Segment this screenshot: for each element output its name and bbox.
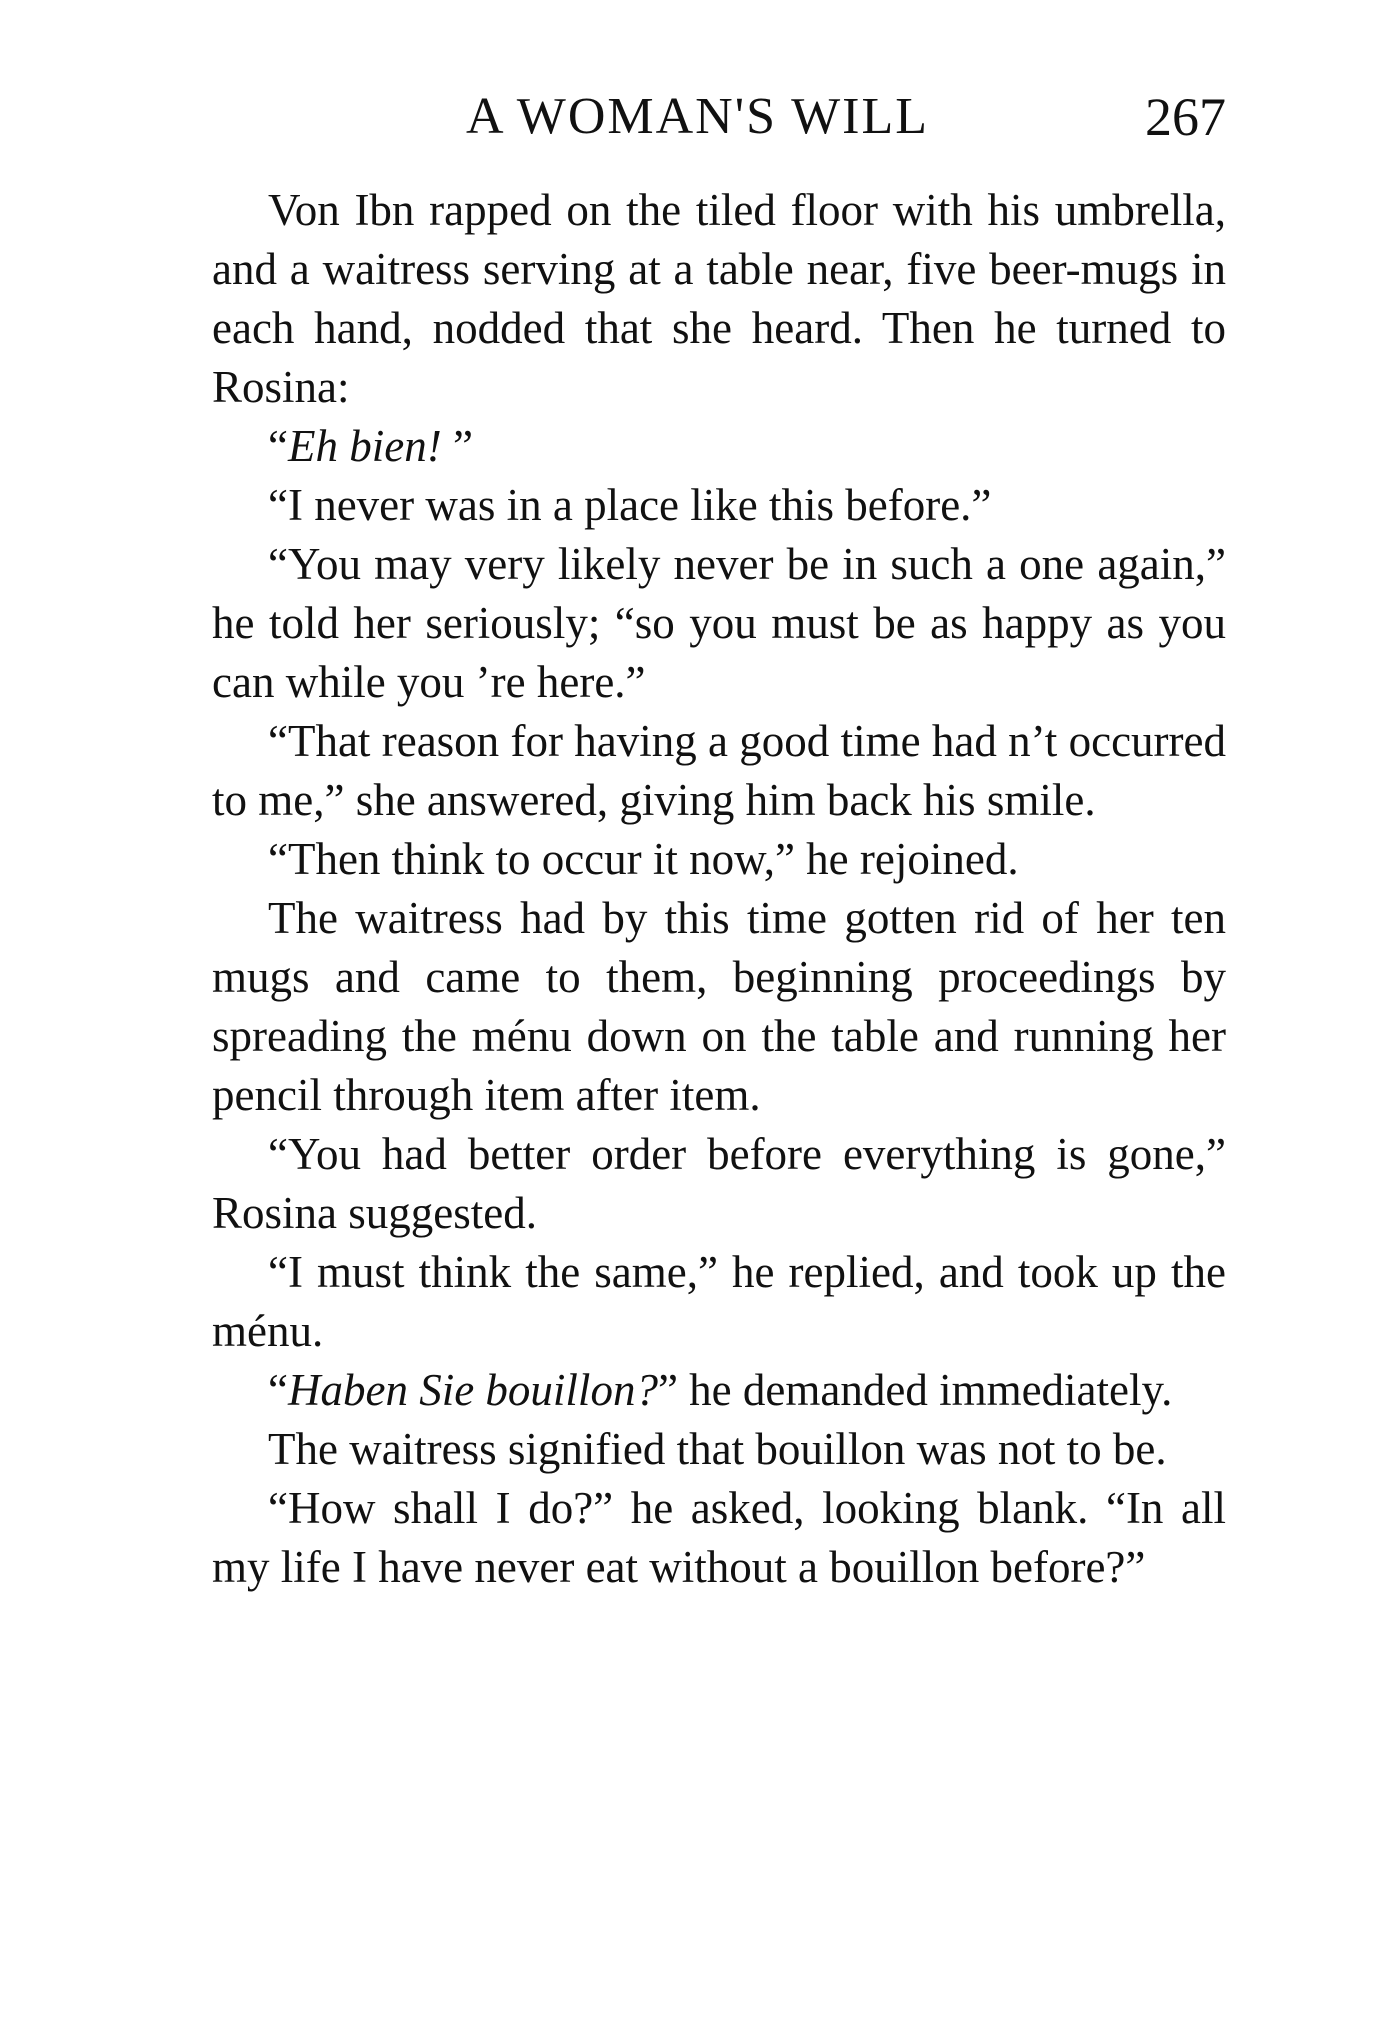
paragraph: “That reason for having a good time had n’t occurred to me,” she answered, giving him back his smile. xyxy=(212,716,1226,825)
paragraph: “You may very likely never be in such a one again,” he told her seriously; “so you must be as happy as you can while you ’re here.” xyxy=(212,539,1226,707)
paragraph: “I never was in a place like this before.” xyxy=(268,480,992,530)
paragraph: The waitress signified that bouillon was not to be. xyxy=(268,1424,1167,1474)
open-quote: “ xyxy=(268,421,288,471)
quote-continuation: ” he demanded immediately. xyxy=(657,1365,1173,1415)
paragraph: The waitress had by this time gotten rid of her ten mugs and came to them, beginning proceedings by spreading the ménu down on the table and running her pencil through item after item. xyxy=(212,893,1226,1120)
page-number: 267 xyxy=(1145,87,1226,147)
paragraph-haben-sie xyxy=(212,1361,1226,1420)
running-head-title: A WOMAN'S WILL xyxy=(466,88,929,145)
page-header xyxy=(212,82,1226,152)
italic-phrase: Haben Sie bouillon? xyxy=(287,1365,658,1415)
paragraph: Von Ibn rapped on the tiled floor with his umbrella, and a waitress serving at a table near, five beer-mugs in each hand, nodded that she heard. Then he turned to Rosina: xyxy=(212,185,1226,412)
paragraph: “How shall I do?” he asked, looking blank. “In all my life I have never eat without a bouillon before?” xyxy=(212,1483,1226,1592)
italic-phrase: Eh bien! xyxy=(287,421,442,471)
open-quote: “ xyxy=(268,1365,288,1415)
paragraph: “I must think the same,” he replied, and took up the ménu. xyxy=(212,1247,1226,1356)
body-text xyxy=(212,181,1226,1597)
paragraph-eh-bien xyxy=(212,417,1226,476)
close-quote: ” xyxy=(441,421,473,471)
paragraph: “You had better order before everything is gone,” Rosina suggested. xyxy=(212,1129,1226,1238)
paragraph: “Then think to occur it now,” he rejoined. xyxy=(268,834,1019,884)
